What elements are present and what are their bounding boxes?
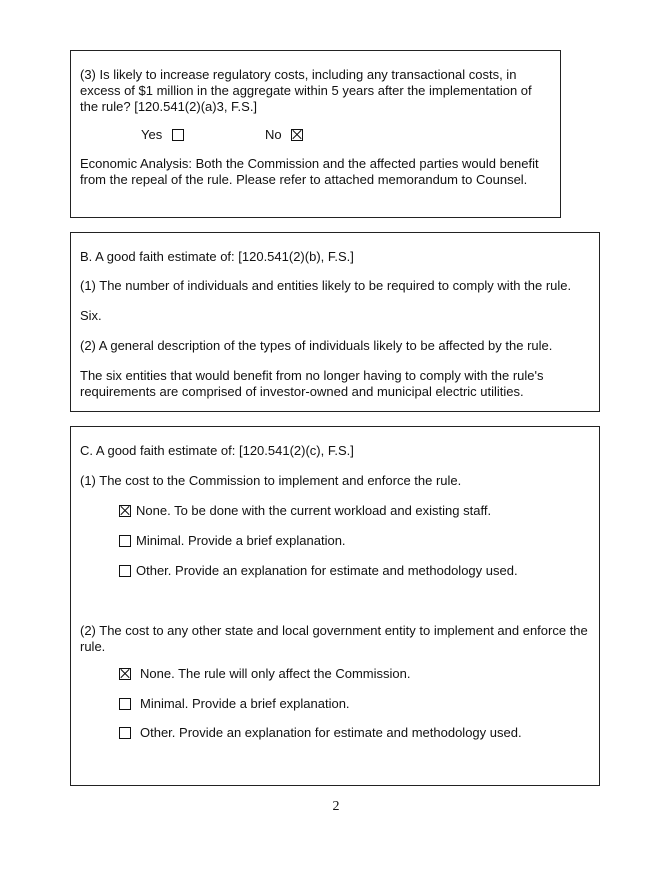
c2-none-checkbox[interactable] bbox=[119, 668, 131, 680]
no-label: No bbox=[265, 127, 282, 142]
c1-none-checkbox[interactable] bbox=[119, 505, 131, 517]
question-a3: (3) Is likely to increase regulatory costs, including any transactional costs, in excess of $1 million in the aggregate within 5 years after the implementation of the rule? [120.541(2)(a)3, F.S.] bbox=[80, 67, 532, 114]
section-b-box bbox=[70, 232, 600, 412]
section-c-q1: (1) The cost to the Commission to implement and enforce the rule. bbox=[80, 473, 462, 488]
c1-none-label: None. To be done with the current workload and existing staff. bbox=[136, 503, 492, 518]
yes-option[interactable] bbox=[141, 127, 189, 143]
c1-option-other[interactable] bbox=[119, 563, 518, 579]
no-checkbox[interactable] bbox=[291, 129, 303, 141]
section-b-q2: (2) A general description of the types of individuals likely to be affected by the rule. bbox=[80, 338, 553, 353]
c1-other-label: Other. Provide an explanation for estimate and methodology used. bbox=[136, 563, 518, 578]
section-c-q2: (2) The cost to any other state and local government entity to implement and enforce the rule. bbox=[80, 623, 588, 654]
section-a-continued-box bbox=[70, 50, 561, 218]
c2-other-checkbox[interactable] bbox=[119, 727, 131, 739]
c2-minimal-label: Minimal. Provide a brief explanation. bbox=[140, 696, 350, 711]
section-c-box bbox=[70, 426, 600, 786]
c2-none-label: None. The rule will only affect the Commission. bbox=[140, 666, 411, 681]
c1-option-minimal[interactable] bbox=[119, 533, 346, 549]
page-number: 2 bbox=[332, 799, 340, 814]
c1-option-none[interactable] bbox=[119, 503, 491, 519]
c2-minimal-checkbox[interactable] bbox=[119, 698, 131, 710]
c2-other-label: Other. Provide an explanation for estimate and methodology used. bbox=[140, 725, 522, 740]
c2-option-none[interactable] bbox=[119, 666, 410, 682]
c1-minimal-label: Minimal. Provide a brief explanation. bbox=[136, 533, 346, 548]
c1-minimal-checkbox[interactable] bbox=[119, 535, 131, 547]
yes-checkbox[interactable] bbox=[172, 129, 184, 141]
section-b-q1: (1) The number of individuals and entities likely to be required to comply with the rule. bbox=[80, 278, 572, 293]
c2-option-minimal[interactable] bbox=[119, 696, 350, 712]
section-b-a2: The six entities that would benefit from no longer having to comply with the rule's requirements are comprised of investor-owned and municipal electric utilities. bbox=[80, 368, 544, 399]
section-c-heading: C. A good faith estimate of: [120.541(2)(c), F.S.] bbox=[80, 443, 354, 458]
economic-analysis: Economic Analysis: Both the Commission and the affected parties would benefit from the repeal of the rule. Please refer to attached memorandum to Counsel. bbox=[80, 156, 539, 187]
section-b-heading: B. A good faith estimate of: [120.541(2)(b), F.S.] bbox=[80, 249, 354, 264]
yes-label: Yes bbox=[141, 127, 163, 142]
no-option[interactable] bbox=[265, 127, 308, 143]
c2-option-other[interactable] bbox=[119, 725, 522, 741]
section-b-a1: Six. bbox=[80, 308, 102, 323]
c1-other-checkbox[interactable] bbox=[119, 565, 131, 577]
